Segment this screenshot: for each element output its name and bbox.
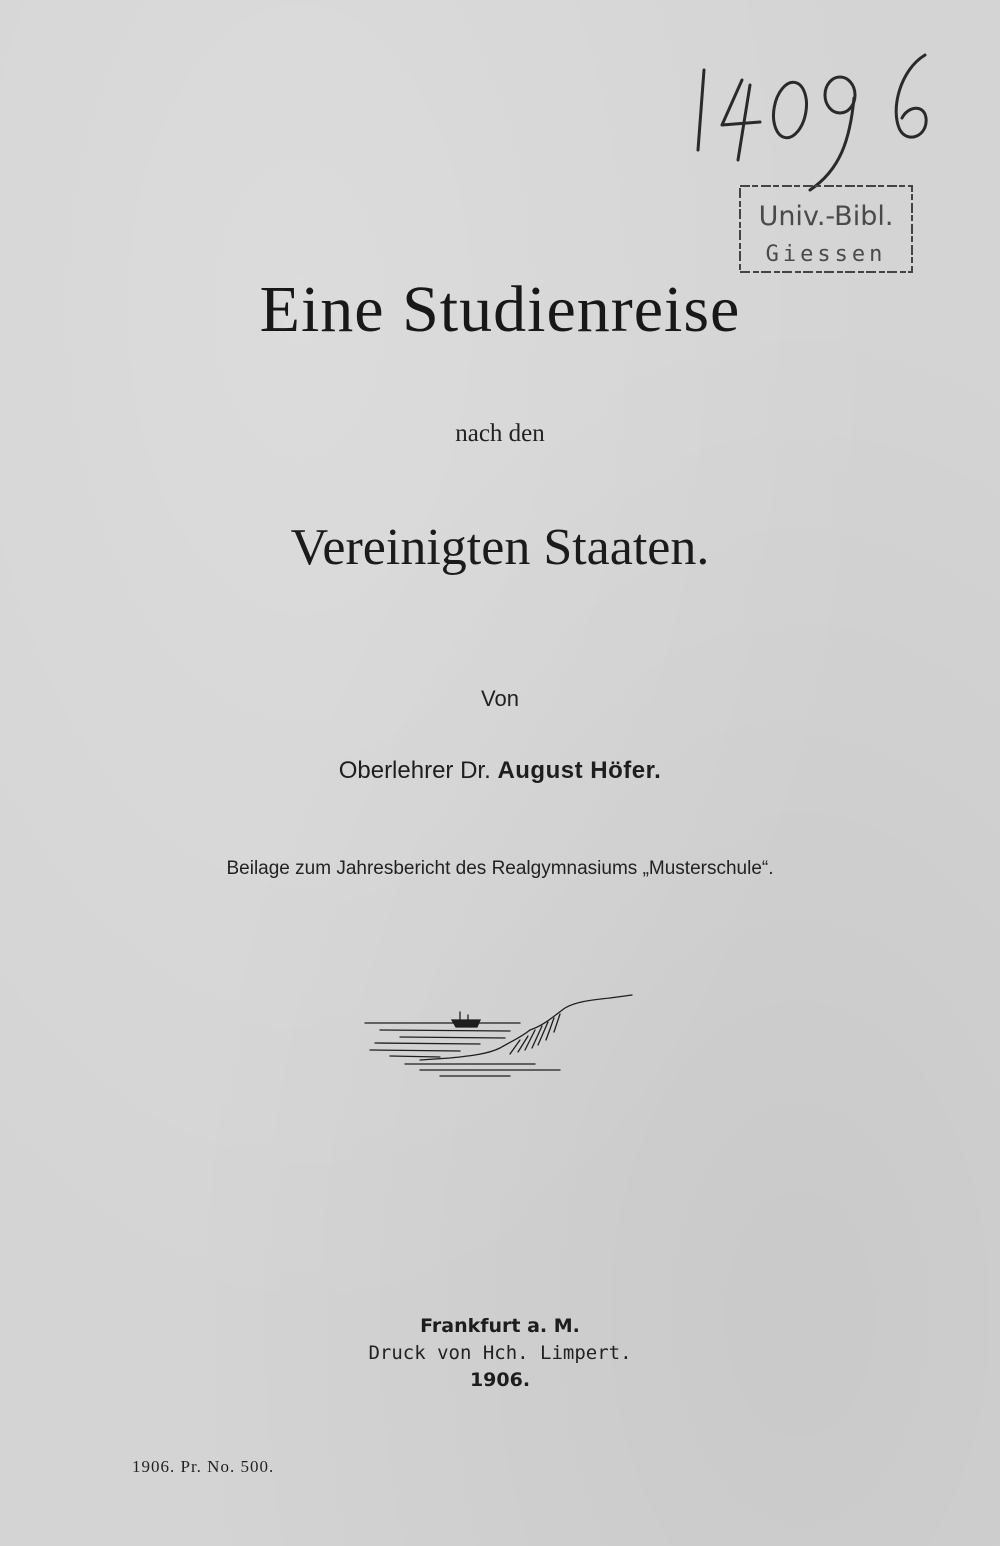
author-prefix: Oberlehrer Dr. (338, 757, 491, 784)
book-title: Eine Studienreise (259, 273, 741, 346)
harbor-vignette-illustration (360, 990, 640, 1080)
author-line (0, 757, 1000, 785)
stamp-line-1: Univ.-Bibl. (758, 201, 894, 232)
imprint-printer: Druck von Hch. Limpert. (368, 1342, 632, 1364)
library-stamp (737, 183, 915, 275)
byline: Von (481, 686, 519, 711)
author-name: August Höfer. (497, 757, 662, 784)
supplement-note: Beilage zum Jahresbericht des Realgymnasiums „Musterschule“. (226, 858, 774, 879)
subtitle-connector: nach den (455, 420, 545, 447)
subtitle-destination: Vereinigten Staaten. (290, 519, 710, 576)
program-number: 1906. Pr. No. 500. (132, 1457, 275, 1476)
stamp-line-2: Giessen (765, 242, 887, 267)
imprint-year: 1906. (469, 1369, 531, 1391)
imprint-city: Frankfurt a. M. (420, 1315, 580, 1337)
handwritten-shelf-number (690, 40, 950, 200)
